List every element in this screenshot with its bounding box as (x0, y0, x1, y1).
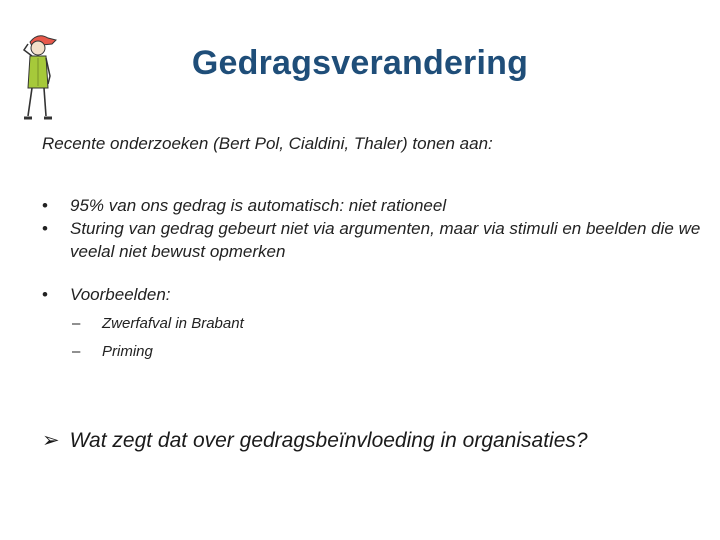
sub-bullet-list (70, 310, 702, 366)
closing-question (42, 428, 702, 453)
sub-bullet-text: Zwerfafval in Brabant (102, 315, 244, 332)
cartoon-figure-icon (16, 30, 60, 126)
bullet-text: Voorbeelden: (70, 285, 171, 304)
slide-title: Gedragsverandering (191, 44, 529, 82)
bullet-list (42, 194, 702, 366)
bullet-dot-icon: • (42, 196, 48, 215)
bullet-item (42, 194, 702, 217)
intro-text: Recente onderzoeken (Bert Pol, Cialdini, Thaler) tonen aan: (42, 134, 493, 153)
sub-bullet-item (70, 310, 702, 338)
dash-icon: – (72, 343, 81, 360)
bullet-dot-icon: • (42, 219, 48, 238)
bullet-text: 95% van ons gedrag is automatisch: niet rationeel (70, 196, 447, 215)
arrow-right-icon: ➢ (42, 429, 60, 452)
sub-bullet-text: Priming (102, 343, 153, 360)
bullet-item (42, 217, 702, 263)
spacer (42, 263, 702, 283)
dash-icon: – (72, 315, 81, 332)
bullet-text: Sturing van gedrag gebeurt niet via argumenten, maar via stimuli en beelden die we veelal niet bewust opmerken (70, 219, 701, 261)
bullet-dot-icon: • (42, 285, 48, 304)
sub-bullet-item (70, 338, 702, 366)
bullet-item (42, 283, 702, 366)
question-text: Wat zegt dat over gedragsbeïnvloeding in organisaties? (69, 429, 588, 452)
